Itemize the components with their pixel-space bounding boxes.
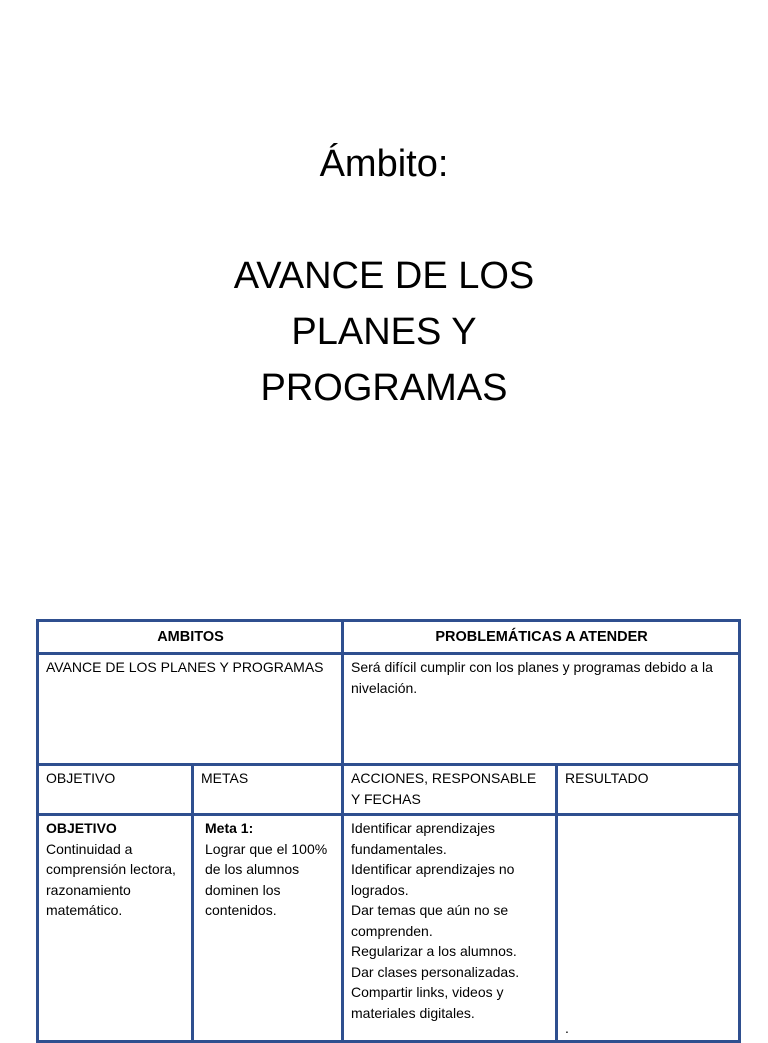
table-row bbox=[38, 815, 740, 1042]
accion-item: Identificar aprendizajes no logrados. bbox=[351, 861, 515, 898]
objetivo-cell bbox=[38, 815, 193, 1042]
resultado-cell bbox=[557, 815, 740, 1042]
meta-text: Lograr que el 100% de los alumnos dominen los contenidos. bbox=[205, 840, 328, 918]
slide-heading: Ámbito: bbox=[319, 143, 449, 185]
objetivo-text: Continuidad a comprensión lectora, razonamiento matemático. bbox=[46, 840, 176, 918]
slide-title-line-2: PLANES Y bbox=[291, 311, 477, 353]
slide-title-line-1: AVANCE DE LOS bbox=[233, 255, 535, 297]
accion-item: Regularizar a los alumnos. bbox=[351, 943, 517, 959]
label-acciones: ACCIONES, RESPONSABLE Y FECHAS bbox=[343, 765, 557, 815]
accion-item: Identificar aprendizajes fundamentales. bbox=[351, 820, 495, 857]
slide-title bbox=[0, 248, 768, 416]
table-row bbox=[38, 654, 740, 765]
label-resultado: RESULTADO bbox=[557, 765, 740, 815]
accion-item: Dar temas que aún no se comprenden. bbox=[351, 902, 509, 939]
acciones-cell bbox=[343, 815, 557, 1042]
slide-title-line-3: PROGRAMAS bbox=[260, 367, 508, 409]
table-row bbox=[38, 765, 740, 815]
label-objetivo: OBJETIVO bbox=[38, 765, 193, 815]
table-header-row bbox=[38, 621, 740, 654]
objetivo-title: OBJETIVO bbox=[46, 820, 117, 836]
planning-table bbox=[36, 619, 741, 1043]
meta-cell bbox=[193, 815, 343, 1042]
label-metas: METAS bbox=[193, 765, 343, 815]
header-ambitos: AMBITOS bbox=[38, 621, 343, 654]
accion-item: Dar clases personalizadas. bbox=[351, 963, 520, 980]
accion-item: Compartir links, videos y materiales digitales. bbox=[351, 984, 504, 1021]
resultado-text: . bbox=[565, 1019, 569, 1036]
problematica-cell: Será difícil cumplir con los planes y programas debido a la nivelación. bbox=[343, 654, 740, 765]
ambito-cell: AVANCE DE LOS PLANES Y PROGRAMAS bbox=[38, 654, 343, 765]
meta-title: Meta 1: bbox=[205, 820, 254, 836]
header-problematicas: PROBLEMÁTICAS A ATENDER bbox=[343, 621, 740, 654]
